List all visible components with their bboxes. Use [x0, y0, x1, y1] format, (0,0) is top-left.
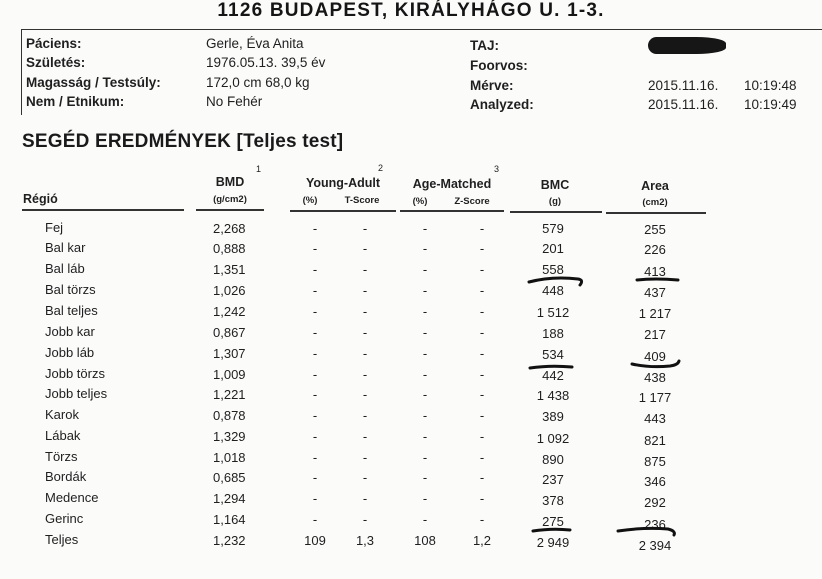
area-unit: (cm2) — [642, 197, 668, 208]
table-row — [0, 346, 822, 367]
height-weight-value: 172,0 cm 68,0 kg — [206, 75, 310, 90]
young-pct-cell: - — [312, 304, 318, 319]
bmd-header: BMD — [215, 175, 245, 189]
area-cell: 437 — [644, 284, 666, 300]
region-header: Régió — [23, 192, 58, 206]
z-score-cell: - — [479, 304, 485, 319]
age-pct-cell: - — [422, 408, 428, 423]
area-cell: 409 — [644, 348, 666, 364]
bmc-cell: 1 438 — [536, 388, 570, 404]
table-row — [0, 450, 822, 471]
bmc-unit: (g) — [548, 196, 562, 207]
table-row — [0, 367, 822, 388]
bmc-cell: 2 949 — [536, 535, 570, 551]
region-cell: Bal láb — [45, 261, 85, 276]
redaction-mark — [648, 37, 726, 54]
table-row — [0, 304, 822, 325]
z-score-cell: - — [479, 367, 485, 382]
age-pct-cell: - — [422, 304, 428, 319]
age-pct-cell: - — [422, 262, 428, 277]
age-pct-cell: - — [422, 325, 428, 340]
z-score-cell: - — [479, 429, 485, 444]
t-score-cell: - — [362, 408, 368, 423]
age-pct-cell: - — [422, 429, 428, 444]
bmd-cell: 1,018 — [213, 450, 246, 465]
region-cell: Karok — [45, 407, 79, 422]
patient-name-label: Páciens: — [26, 36, 82, 51]
area-cell: 875 — [644, 453, 666, 469]
region-cell: Bal törzs — [45, 282, 96, 297]
t-score-cell: - — [362, 470, 368, 485]
birth-label: Születés: — [26, 55, 86, 70]
age-pct-cell: - — [422, 346, 428, 361]
section-title: SEGÉD EREDMÉNYEK [Teljes test] — [22, 131, 344, 152]
area-cell: 821 — [644, 432, 666, 448]
z-score-cell: - — [479, 408, 485, 423]
bmd-cell: 1,221 — [213, 387, 246, 402]
table-row — [0, 262, 822, 283]
sex-ethnicity-label: Nem / Etnikum: — [26, 94, 125, 109]
young-pct-cell: - — [312, 491, 318, 506]
bmd-cell: 0,878 — [213, 408, 246, 423]
bmc-cell: 201 — [542, 241, 564, 257]
young-pct-cell: - — [312, 346, 318, 361]
area-cell: 443 — [644, 411, 666, 427]
young-pct-cell: - — [312, 387, 318, 402]
age-pct-cell: - — [422, 491, 428, 506]
taj-label: TAJ: — [470, 38, 499, 53]
bmd-unit: (g/cm2) — [213, 194, 247, 205]
area-cell: 2 394 — [638, 537, 672, 553]
z-score-cell: - — [479, 387, 485, 402]
t-score-cell: - — [362, 367, 368, 382]
young-pct-cell: - — [312, 262, 318, 277]
table-row — [0, 408, 822, 429]
age-header-rule — [400, 210, 504, 212]
t-score-header: T-Score — [344, 195, 380, 206]
bmd-cell: 1,351 — [213, 262, 246, 277]
bmc-cell: 275 — [542, 514, 564, 530]
bmd-cell: 0,888 — [213, 241, 246, 256]
table-row — [0, 491, 822, 512]
young-pct-cell: - — [312, 325, 318, 340]
table-row — [0, 470, 822, 491]
region-cell: Medence — [45, 490, 99, 505]
age-pct-cell: - — [422, 512, 428, 527]
bmc-header-rule — [510, 211, 602, 213]
region-cell: Törzs — [45, 449, 78, 464]
z-score-cell: - — [479, 283, 485, 298]
area-cell: 1 217 — [638, 306, 672, 321]
young-pct-cell: - — [312, 450, 318, 465]
age-footnote: 3 — [494, 164, 500, 174]
z-score-cell: - — [479, 325, 485, 340]
area-cell: 413 — [644, 263, 666, 279]
bmd-cell: 1,294 — [213, 491, 246, 506]
bmd-footnote: 1 — [256, 164, 262, 174]
bmd-cell: 1,307 — [213, 346, 246, 361]
region-cell: Teljes — [45, 532, 79, 547]
measured-label: Mérve: — [470, 78, 514, 93]
t-score-cell: - — [362, 450, 368, 465]
region-cell: Bal kar — [45, 240, 86, 255]
region-cell: Fej — [45, 220, 64, 235]
area-cell: 1 177 — [638, 390, 672, 405]
young-pct-cell: - — [312, 470, 318, 485]
bmc-cell: 237 — [542, 471, 564, 487]
measured-time: 10:19:48 — [744, 78, 797, 93]
region-cell: Jobb teljes — [45, 386, 108, 401]
age-pct-cell: - — [422, 241, 428, 256]
analyzed-label: Analyzed: — [470, 97, 534, 112]
z-score-cell: - — [479, 450, 485, 465]
area-header: Area — [641, 179, 669, 193]
young-pct-cell: - — [312, 367, 318, 382]
age-pct-cell: - — [422, 221, 428, 236]
young-pct-cell: - — [312, 221, 318, 236]
table-row — [0, 221, 822, 242]
bmc-cell: 188 — [542, 325, 564, 341]
z-score-header: Z-Score — [454, 196, 490, 207]
bmc-cell: 890 — [542, 451, 564, 467]
table-row — [0, 512, 822, 533]
bmc-cell: 389 — [542, 409, 564, 425]
table-row — [0, 283, 822, 304]
bmd-cell: 0,867 — [213, 325, 246, 340]
z-score-cell: - — [479, 221, 485, 236]
region-cell: Bal teljes — [45, 303, 98, 318]
young-pct-cell: 109 — [304, 533, 326, 548]
young-footnote: 2 — [378, 163, 384, 173]
age-pct-header: (%) — [412, 196, 428, 207]
area-cell: 292 — [644, 495, 666, 511]
patient-name-value: Gerle, Éva Anita — [206, 36, 304, 51]
bmc-cell: 579 — [542, 221, 564, 236]
young-adult-header: Young-Adult — [305, 176, 381, 190]
z-score-cell: 1,2 — [472, 533, 492, 548]
bmd-cell: 1,329 — [213, 429, 246, 444]
t-score-cell: - — [362, 429, 368, 444]
t-score-cell: - — [362, 262, 368, 277]
region-header-rule — [22, 209, 184, 211]
young-pct-cell: - — [312, 283, 318, 298]
z-score-cell: - — [479, 512, 485, 527]
age-pct-cell: - — [422, 367, 428, 382]
age-pct-cell: 108 — [414, 533, 436, 548]
bmc-cell: 378 — [542, 492, 564, 508]
t-score-cell: - — [362, 221, 368, 236]
area-header-rule — [606, 212, 706, 214]
region-cell: Jobb törzs — [45, 366, 105, 381]
bmd-cell: 1,242 — [213, 304, 246, 319]
area-cell: 438 — [644, 369, 666, 385]
z-score-cell: - — [479, 346, 485, 361]
region-cell: Jobb kar — [45, 324, 95, 339]
age-matched-header: Age-Matched — [412, 177, 492, 191]
age-pct-cell: - — [422, 450, 428, 465]
area-cell: 217 — [644, 327, 666, 343]
bmc-cell: 534 — [542, 346, 564, 362]
height-weight-label: Magasság / Testsúly: — [26, 75, 161, 90]
region-cell: Bordák — [45, 469, 87, 484]
report-address: 1126 BUDAPEST, KIRÁLYHÁGO U. 1-3. — [217, 0, 605, 21]
t-score-cell: - — [362, 346, 368, 361]
bmd-cell: 1,232 — [213, 533, 246, 548]
age-pct-cell: - — [422, 283, 428, 298]
t-score-cell: - — [362, 283, 368, 298]
analyzed-time: 10:19:49 — [744, 97, 797, 112]
z-score-cell: - — [479, 262, 485, 277]
young-pct-cell: - — [312, 429, 318, 444]
bmd-cell: 1,026 — [213, 283, 246, 298]
young-pct-cell: - — [312, 512, 318, 527]
bmc-cell: 558 — [542, 262, 564, 278]
bmc-header: BMC — [540, 178, 570, 192]
area-cell: 255 — [644, 222, 666, 237]
young-pct-cell: - — [312, 408, 318, 423]
t-score-cell: - — [362, 241, 368, 256]
young-header-rule — [290, 210, 396, 212]
young-pct-header: (%) — [302, 195, 318, 206]
t-score-cell: - — [362, 512, 368, 527]
bmd-header-rule — [196, 209, 264, 211]
bmd-cell: 1,009 — [213, 367, 246, 382]
bmc-cell: 442 — [542, 368, 564, 384]
table-row — [0, 325, 822, 346]
doctor-label: Foorvos: — [470, 58, 528, 73]
bmc-cell: 1 512 — [536, 304, 570, 320]
age-pct-cell: - — [422, 470, 428, 485]
t-score-cell: 1,3 — [355, 533, 375, 548]
t-score-cell: - — [362, 325, 368, 340]
analyzed-date: 2015.11.16. — [648, 97, 719, 112]
z-score-cell: - — [479, 241, 485, 256]
area-cell: 346 — [644, 474, 666, 489]
table-row — [0, 241, 822, 262]
region-cell: Lábak — [45, 428, 81, 443]
sex-ethnicity-value: No Fehér — [206, 94, 263, 109]
measured-date: 2015.11.16. — [648, 78, 719, 93]
area-cell: 236 — [644, 516, 666, 532]
young-pct-cell: - — [312, 241, 318, 256]
area-cell: 226 — [644, 242, 666, 258]
birth-value: 1976.05.13. 39,5 év — [206, 55, 326, 70]
bmd-cell: 0,685 — [213, 470, 246, 485]
bmc-cell: 1 092 — [536, 430, 570, 446]
t-score-cell: - — [362, 304, 368, 319]
z-score-cell: - — [479, 470, 485, 485]
region-cell: Jobb láb — [45, 345, 95, 360]
z-score-cell: - — [479, 491, 485, 506]
table-row — [0, 533, 822, 554]
table-row — [0, 387, 822, 408]
bmc-cell: 448 — [542, 283, 564, 299]
t-score-cell: - — [362, 491, 368, 506]
table-row — [0, 429, 822, 450]
bmd-cell: 1,164 — [213, 512, 246, 527]
age-pct-cell: - — [422, 387, 428, 402]
bmd-cell: 2,268 — [213, 221, 246, 236]
region-cell: Gerinc — [45, 511, 84, 526]
t-score-cell: - — [362, 387, 368, 402]
